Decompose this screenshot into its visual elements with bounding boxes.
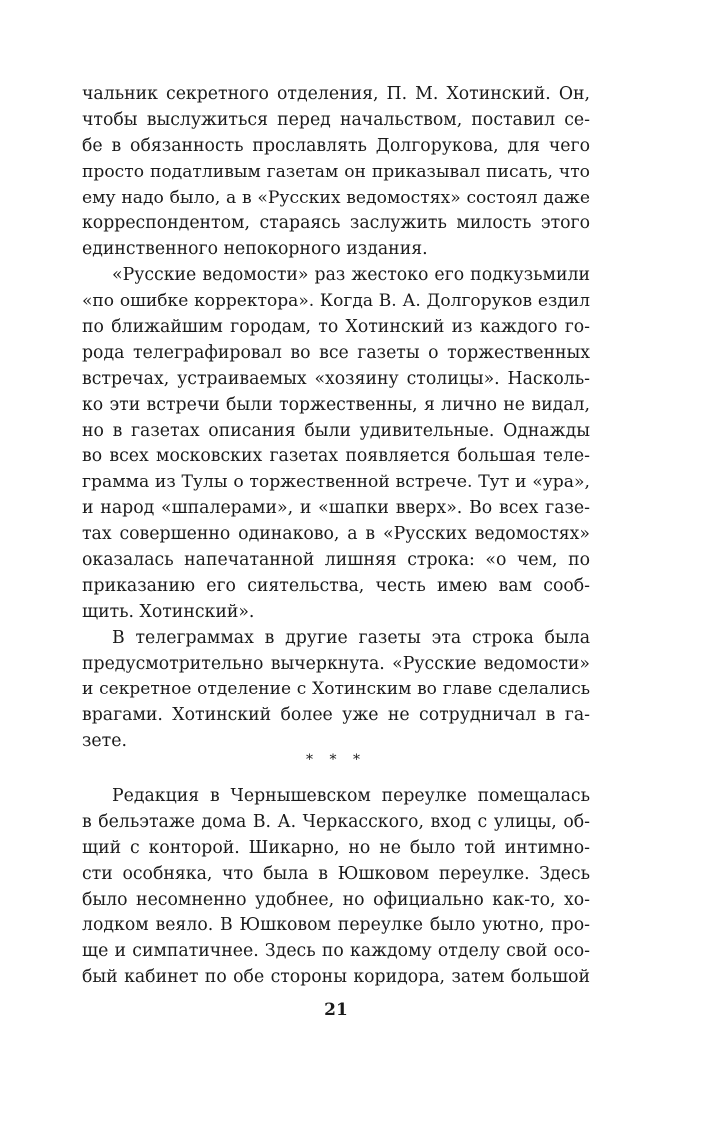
text-line: В телеграммах в другие газеты эта строка была <box>112 627 590 648</box>
text-line: бе в обязанность прославлять Долгорукова, для чего <box>82 135 590 156</box>
text-line: по ближайшим городам, то Хотинский из каждого го- <box>82 317 590 338</box>
section-divider: * * * <box>306 752 366 768</box>
text-line: рода телеграфировал во все газеты о торжественных <box>82 342 590 363</box>
text-line: но в газетах описания были удивительные. Однажды <box>82 420 590 441</box>
text-line: бый кабинет по обе стороны коридора, затем большой <box>82 967 590 988</box>
text-block-2 <box>82 784 590 991</box>
text-line: чальник секретного отделения, П. М. Хотинский. Он, <box>82 84 590 104</box>
text-line: было несомненно удобнее, но официально как-то, хо- <box>82 889 590 910</box>
text-line: ще и симпатичнее. Здесь по каждому отделу свой осо- <box>82 941 590 962</box>
text-line: просто податливым газетам он приказывал писать, что <box>82 161 590 182</box>
text-block-1 <box>82 82 590 755</box>
text-line: в бельэтаже дома В. А. Черкасского, вход с улицы, об- <box>82 811 590 832</box>
text-line: и секретное отделение с Хотинским во главе сделались <box>82 679 590 700</box>
text-line: чтобы выслужиться перед начальством, поставил се- <box>82 109 590 130</box>
text-line: лодком веяло. В Юшковом переулке было уютно, про- <box>82 915 590 936</box>
text-line: грамма из Тулы о торжественной встрече. Тут и «ура», <box>82 472 590 493</box>
text-line: ко эти встречи были торжественны, я лично не видал, <box>82 394 590 415</box>
text-line: оказалась напечатанной лишняя строка: «о чем, по <box>82 550 590 571</box>
text-line: приказанию его сиятельства, честь имею вам сооб- <box>82 575 590 596</box>
text-line: «Русские ведомости» раз жестоко его подкузьмили <box>112 265 590 286</box>
text-line: щить. Хотинский». <box>82 601 255 622</box>
text-line: «по ошибке корректора». Когда В. А. Долгоруков ездил <box>82 291 590 312</box>
text-line: во всех московских газетах появляется большая теле- <box>82 446 590 467</box>
text-line: врагами. Хотинский более уже не сотрудничал в га- <box>82 705 590 726</box>
text-line: встречах, устраиваемых «хозяину столицы». Насколь- <box>82 368 590 389</box>
text-line: корреспондентом, стараясь заслужить милость этого <box>82 213 590 234</box>
text-line: тах совершенно одинаково, а в «Русских ведомостях» <box>82 524 590 545</box>
text-line: ему надо было, а в «Русских ведомостях» состоял даже <box>82 187 590 208</box>
text-line: единственного непокорного издания. <box>82 239 428 260</box>
text-line: предусмотрительно вычеркнута. «Русские ведомости» <box>82 653 590 674</box>
text-line: Редакция в Чернышевском переулке помещалась <box>112 786 590 806</box>
text-line: и народ «шпалерами», и «шапки вверх». Во всех газе- <box>82 498 590 519</box>
page-number: 21 <box>324 1000 348 1020</box>
text-line: сти особняка, что была в Юшковом переулке. Здесь <box>82 863 590 884</box>
text-line: щий с конторой. Шикарно, но не было той интимно- <box>82 837 590 858</box>
text-line: зете. <box>82 731 127 752</box>
